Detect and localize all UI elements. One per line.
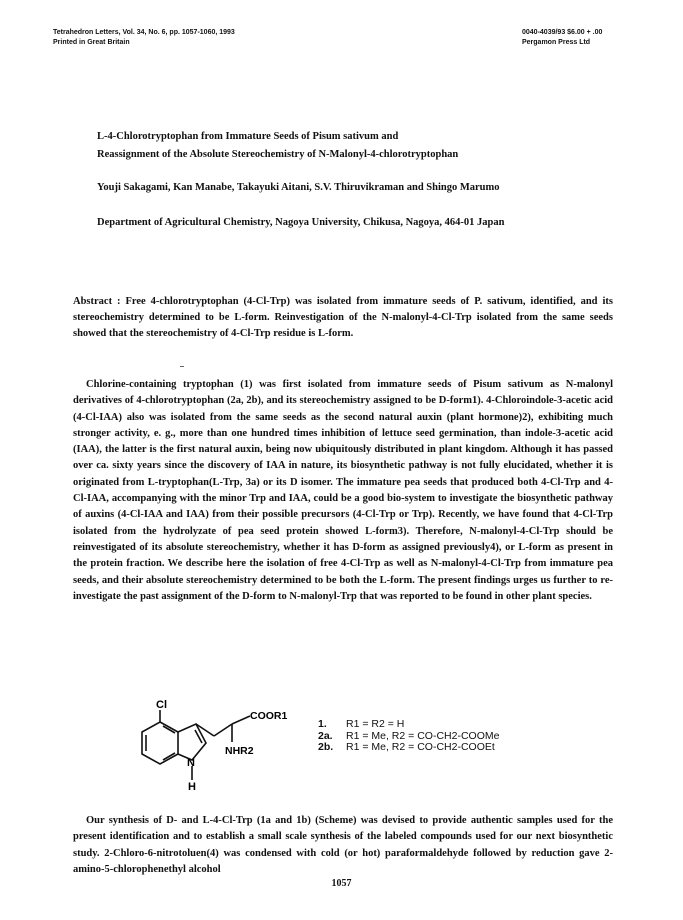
body-paragraph-2: Our synthesis of D- and L-4-Cl-Trp (1a and 1b) (Scheme) was devised to provide authentic samples used for the present identification and to establish a small scale synthesis of the labeled compounds used for our next biosynthetic study. 2-Chloro-6-nitrotoluen(4) was condensed with cold (or hot) paraformaldehyde followed by reduction gave 2-amino-5-chlorophenethyl alcohol — [73, 815, 613, 875]
compound-number: 2a. — [318, 729, 333, 742]
compound-number: 2b. — [318, 741, 334, 753]
paper-title — [97, 128, 617, 164]
chlorine-label: Cl — [156, 700, 167, 711]
compound-legend — [318, 719, 499, 754]
title-line-2: Reassignment of the Absolute Stereochemistry of N-Malonyl-4-chlorotryptophan — [97, 149, 459, 160]
ring-nitrogen-label: N — [187, 757, 195, 769]
issn-price: 0040-4039/93 $6.00 + .00 — [522, 29, 603, 36]
journal-header — [53, 28, 235, 48]
title-line-1: L-4-Chlorotryptophan from Immature Seeds of Pisum sativum and — [97, 131, 399, 142]
compound-number: 1. — [318, 718, 327, 730]
copyright-header — [522, 28, 602, 48]
journal-citation: Tetrahedron Letters, Vol. 34, No. 6, pp. 1057-1060, 1993 — [53, 29, 235, 36]
benzene-ring — [142, 722, 178, 764]
legend-row — [318, 742, 499, 754]
compound-definition: R1 = Me, R2 = CO-CH2-COOMe — [346, 729, 500, 742]
indole-structure-drawing — [130, 700, 310, 805]
amine-label: NHR2 — [225, 745, 254, 757]
abstract: Abstract : Free 4-chlorotryptophan (4-Cl-Trp) was isolated from immature seeds of P. sativum, identified, and its stereochemistry determined to be L-form. Reinvestigation of the N-malonyl-4-Cl-Trp isolated from the same seeds showed that the stereochemistry of 4-Cl-Trp residue is L-form. — [73, 296, 613, 339]
printed-in: Printed in Great Britain — [53, 39, 130, 46]
chemical-structure — [130, 700, 310, 805]
carboxyl-label: COOR1 — [250, 710, 288, 722]
divider — [180, 366, 184, 367]
compound-definition: R1 = R2 = H — [346, 718, 405, 730]
page-number: 1057 — [331, 878, 352, 889]
body-paragraph-1: Chlorine-containing tryptophan (1) was first isolated from immature seeds of Pisum sativum as N-malonyl derivatives of 4-chlorotryptophan (2a, 2b), and its stereochemistry assigned to be D-form1). 4-Chloroindole-3-acetic acid (4-Cl-IAA) also was isolated from the same seeds as the second natural auxin (plant hormone)2), exhibiting much stronger activity, e. g., more than one hundred times inhibition of lettuce seed germination, than indole-3-acetic acid (IAA), the latter is the first natural auxin, being now ubiquitously distributed in plant kingdom. Although it has passed over ca. sixty years since the discovery of IAA in nature, its biosynthetic pathway is not fully elucidated, whether it is originated from L-tryptophan(L-Trp, 3a) or its D isomer. The immature pea seeds that produced both 4-Cl-Trp and 4-Cl-IAA, accompanying with the minor Trp and IAA, could be a good bio-system to investigate the biosynthetic pathway of auxins (4-Cl-IAA and IAA) from their possible precursors (4-Cl-Trp or Trp). Recently, we have found that 4-Cl-Trp isolated from the hydrolyzate of pea seed protein showed L-form3). Therefore, N-malonyl-4-Cl-Trp should be reinvestigated of its absolute stereochemistry, whether it has D-form as assigned previously4), or L-form as present in the protein fraction. We describe here the isolation of free 4-Cl-Trp as well as N-malonyl-4-Cl-Trp from immature pea seeds, and their absolute stereochemistry determined to be both the L-form. The present findings urges us further to re-investigate the past assignment of the D-form to N-malonyl-Trp that was reported to be found in other plant species. — [73, 379, 613, 602]
publisher: Pergamon Press Ltd — [522, 39, 591, 46]
compound-definition: R1 = Me, R2 = CO-CH2-COOEt — [346, 741, 495, 753]
authors: Youji Sakagami, Kan Manabe, Takayuki Aitani, S.V. Thiruvikraman and Shingo Marumo — [97, 182, 500, 193]
ring-hydrogen-label: H — [188, 781, 196, 793]
affiliation: Department of Agricultural Chemistry, Nagoya University, Chikusa, Nagoya, 464-01 Japan — [97, 217, 505, 228]
